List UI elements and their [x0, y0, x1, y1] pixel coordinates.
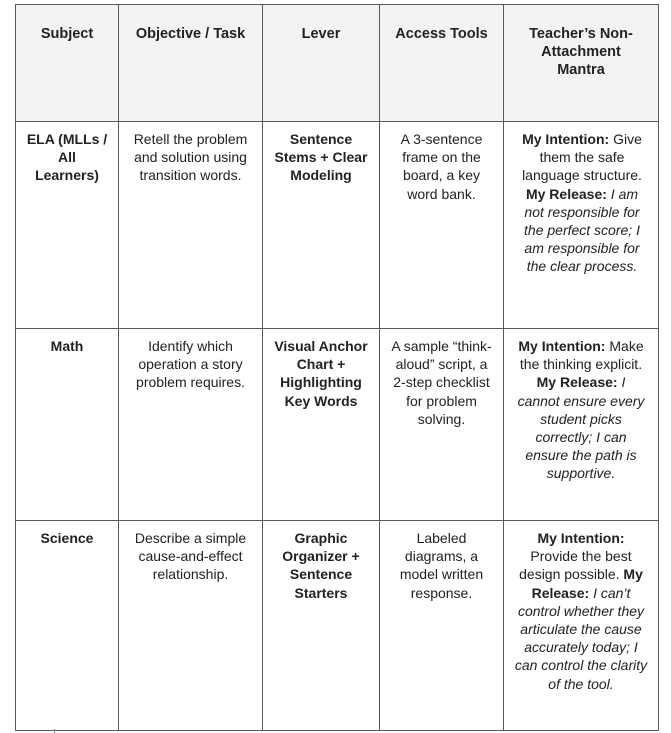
- header-row: [16, 5, 659, 122]
- intention-label: My Intention:: [518, 338, 606, 354]
- header-access-tools: Access Tools: [380, 5, 504, 122]
- cell-objective: Describe a simple cause-and-effect relationship.: [119, 521, 263, 731]
- release-label: My Release:: [525, 185, 607, 202]
- release-label: My Release:: [536, 374, 618, 391]
- cell-mantra: [504, 122, 659, 329]
- cell-mantra: [504, 329, 659, 521]
- header-subject: Subject: [16, 5, 119, 122]
- intention-text: Give them the safe language structure.: [522, 131, 642, 184]
- cell-mantra: [504, 521, 659, 731]
- header-lever: Lever: [263, 5, 380, 122]
- cell-access-tools: Labeled diagrams, a model written response.: [380, 521, 504, 731]
- release-text: I can’t control whether they articulate the cause accurately today; I can control the clarity of the tool.: [514, 584, 648, 692]
- lesson-plan-table: [15, 4, 659, 731]
- table-row: [16, 329, 659, 521]
- table-row: [16, 122, 659, 329]
- release-label: My Release:: [531, 566, 643, 601]
- intention-label: My Intention:: [537, 530, 625, 546]
- cell-lever: Graphic Organizer + Sentence Starters: [263, 521, 380, 731]
- cell-objective: Retell the problem and solution using transition words.: [119, 122, 263, 329]
- cell-lever: Sentence Stems + Clear Modeling: [263, 122, 380, 329]
- intention-label: My Intention:: [522, 131, 610, 147]
- cell-subject: Science: [16, 521, 119, 731]
- release-text: I am not responsible for the perfect score; I am responsible for the clear process.: [524, 185, 640, 275]
- intention-text: Make the thinking explicit.: [519, 338, 644, 373]
- intention-text: Provide the best design possible.: [519, 548, 632, 583]
- table-row: [16, 521, 659, 731]
- header-mantra: Teacher’s Non-Attachment Mantra: [504, 5, 659, 122]
- page-edge-mark: [54, 729, 55, 733]
- release-text: I cannot ensure every student picks correctly; I can ensure the path is supportive.: [517, 374, 645, 482]
- cell-access-tools: A sample “think-aloud” script, a 2-step checklist for problem solving.: [380, 329, 504, 521]
- header-objective: Objective / Task: [119, 5, 263, 122]
- cell-subject: ELA (MLLs / All Learners): [16, 122, 119, 329]
- cell-access-tools: A 3-sentence frame on the board, a key word bank.: [380, 122, 504, 329]
- cell-objective: Identify which operation a story problem requires.: [119, 329, 263, 521]
- cell-lever: Visual Anchor Chart + Highlighting Key Words: [263, 329, 380, 521]
- cell-subject: Math: [16, 329, 119, 521]
